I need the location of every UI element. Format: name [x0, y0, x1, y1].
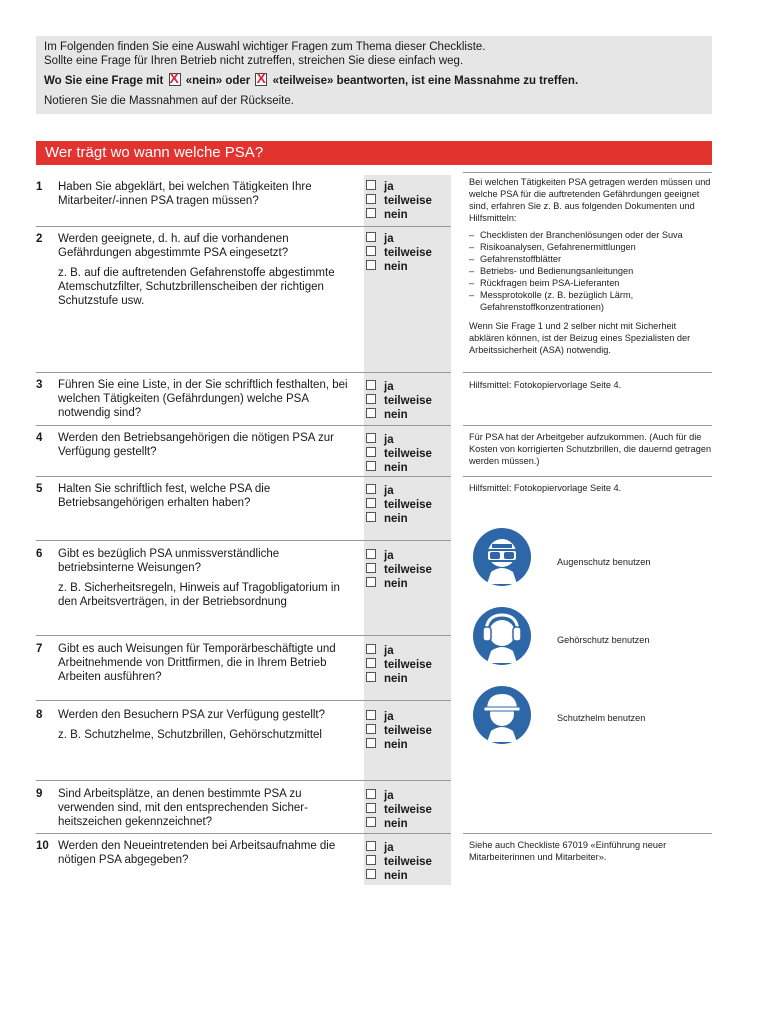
hint-intro: Bei welchen Tätigkeiten PSA getragen werden müssen und welche PSA für die auftretenden Gefährdungen geeignet sind, erfahren Sie z. B. aus folgenden Dokumenten und Hilfsmitteln: [469, 177, 711, 223]
option-teilweise[interactable]: teilweise [366, 803, 432, 817]
row-divider [36, 780, 451, 781]
list-item: – Checklisten der Branchenlösungen oder der Suva [469, 229, 712, 241]
option-nein[interactable]: nein [366, 512, 432, 526]
pictogram-label: Schutzhelm benutzen [557, 713, 646, 723]
right-divider [463, 172, 712, 173]
right-divider [463, 372, 712, 373]
question-text: Sind Arbeitsplätze, an denen bestimmte PSA zu verwenden sind, mit den entsprechenden Sicherheitszeichen gekennzeichnet? [58, 788, 308, 828]
hearing-protection-icon [473, 607, 531, 665]
question-text: Halten Sie schriftlich fest, welche PSA die Betriebsangehörigen erhalten haben? [58, 483, 271, 509]
question-text: Werden den Betriebsangehörigen die nötigen PSA zur Verfügung gestellt? [58, 432, 334, 458]
question-text: Werden den Besuchern PSA zur Verfügung gestellt? [58, 709, 326, 721]
list-item: – Gefahrenstoffblätter [469, 253, 712, 265]
checkbox[interactable] [366, 246, 376, 256]
checkbox[interactable] [366, 394, 376, 404]
row-divider [36, 372, 451, 373]
checkbox[interactable] [366, 803, 376, 813]
checkbox[interactable] [366, 724, 376, 734]
checkbox[interactable] [366, 433, 376, 443]
row-divider [36, 226, 451, 227]
checkbox[interactable] [366, 260, 376, 270]
hint-q10: Siehe auch Checkliste 67019 «Einführung neuer Mitarbeiterinnen und Mitarbeiter». [469, 840, 667, 862]
checkbox[interactable] [366, 817, 376, 827]
pictogram-label: Augenschutz benutzen [557, 557, 651, 567]
option-ja[interactable]: ja [366, 380, 432, 394]
checkbox[interactable] [366, 841, 376, 851]
row-divider [36, 476, 451, 477]
checkbox[interactable] [366, 408, 376, 418]
option-nein[interactable]: nein [366, 738, 432, 752]
row-divider [36, 833, 451, 834]
option-teilweise[interactable]: teilweise [366, 724, 432, 738]
option-nein[interactable]: nein [366, 461, 432, 475]
option-nein[interactable]: nein [366, 869, 432, 883]
answer-options [366, 433, 432, 475]
answer-options [366, 232, 432, 274]
option-ja[interactable]: ja [366, 232, 432, 246]
hard-hat-icon [473, 686, 531, 744]
answer-options [366, 180, 432, 222]
crossed-box-icon [169, 73, 181, 86]
hint-q1-q2 [469, 176, 712, 361]
row-divider [36, 700, 451, 701]
checkbox[interactable] [366, 563, 376, 573]
answer-options [366, 789, 432, 831]
checkbox[interactable] [366, 710, 376, 720]
answer-options [366, 484, 432, 526]
option-nein[interactable]: nein [366, 577, 432, 591]
question-text: Werden geeignete, d. h. auf die vorhandenen Gefährdungen abgestimmte PSA eingesetzt? [58, 233, 289, 259]
row-divider [36, 540, 451, 541]
section-title: Wer trägt wo wann welche PSA? [36, 141, 712, 165]
list-item: – Betriebs- und Bedienungsanleitungen [469, 265, 712, 277]
option-teilweise[interactable]: teilweise [366, 246, 432, 260]
question-text: Gibt es bezüglich PSA unmissverständliche betriebsinterne Weisungen? [58, 548, 280, 574]
option-ja[interactable]: ja [366, 644, 432, 658]
answer-options [366, 644, 432, 686]
checkbox[interactable] [366, 484, 376, 494]
question-text: Haben Sie abgeklärt, bei welchen Tätigkeiten Ihre Mitarbeiter/-innen PSA tragen müssen? [58, 181, 312, 207]
checkbox[interactable] [366, 789, 376, 799]
option-teilweise[interactable]: teilweise [366, 563, 432, 577]
row-divider [36, 425, 451, 426]
hint-q5: Hilfsmittel: Fotokopiervorlage Seite 4. [469, 483, 622, 493]
answer-options [366, 841, 432, 883]
list-item: – Risikoanalysen, Gefahrenermittlungen [469, 241, 712, 253]
checkbox[interactable] [366, 498, 376, 508]
checkbox[interactable] [366, 577, 376, 587]
answer-column [364, 175, 451, 885]
list-item: – Rückfragen beim PSA-Lieferanten [469, 277, 712, 289]
intro-line-2: Sollte eine Frage für Ihren Betrieb nicht zutreffen, streichen Sie diese einfach weg. [44, 55, 464, 67]
checkbox[interactable] [366, 672, 376, 682]
checkbox[interactable] [366, 512, 376, 522]
answer-options [366, 380, 432, 422]
checkbox[interactable] [366, 869, 376, 879]
option-nein[interactable]: nein [366, 672, 432, 686]
question-text: Gibt es auch Weisungen für Temporärbeschäftigte und Arbeitnehmende von Drittfirmen, die in Ihrem Betrieb Arbeiten ausführen? [58, 643, 336, 683]
question-example: z. B. Sicherheitsregeln, Hinweis auf Tragobligatorium in den Arbeitsverträgen, in der Betriebsordnung [58, 582, 340, 608]
option-ja[interactable]: ja [366, 789, 432, 803]
option-ja[interactable]: ja [366, 549, 432, 563]
right-divider [463, 425, 712, 426]
checkbox[interactable] [366, 549, 376, 559]
checkbox[interactable] [366, 447, 376, 457]
intro-instruction: Wo Sie eine Frage mit X «nein» oder X «teilweise» beantworten, ist eine Massnahme zu treffen. [44, 73, 704, 88]
option-teilweise[interactable]: teilweise [366, 658, 432, 672]
answer-options [366, 710, 432, 752]
checkbox[interactable] [366, 380, 376, 390]
option-teilweise[interactable]: teilweise [366, 394, 432, 408]
question-example: z. B. Schutzhelme, Schutzbrillen, Gehörschutzmittel [58, 729, 322, 741]
eye-protection-icon [473, 528, 531, 586]
right-divider [463, 476, 712, 477]
checkbox[interactable] [366, 232, 376, 242]
option-ja[interactable]: ja [366, 841, 432, 855]
question-example: z. B. auf die auftretenden Gefahrenstoffe abgestimmte Atemschutzfilter, Schutzbrillenscheiben der richtigen Schutzstufe usw. [58, 267, 335, 307]
question-text: Führen Sie eine Liste, in der Sie schriftlich festhalten, bei welchen Tätigkeiten (Gefährdungen) welche PSA notwendig sind? [58, 379, 348, 419]
option-nein[interactable]: nein [366, 408, 432, 422]
option-ja[interactable]: ja [366, 710, 432, 724]
intro-box [36, 36, 712, 114]
option-nein[interactable]: nein [366, 260, 432, 274]
list-item: – Messprotokolle (z. B. bezüglich Lärm, Gefahrenstoffkonzentrationen) [469, 289, 712, 313]
option-ja[interactable]: ja [366, 180, 432, 194]
row-divider [36, 635, 451, 636]
pictogram-label: Gehörschutz benutzen [557, 635, 650, 645]
intro-note: Notieren Sie die Massnahmen auf der Rückseite. [44, 95, 294, 107]
hint-note: Wenn Sie Frage 1 und 2 selber nicht mit Sicherheit abklären können, ist der Beizug eines Spezialisten der Arbeitssicherheit (ASA) notwendig. [469, 321, 691, 355]
answer-options [366, 549, 432, 591]
checkbox[interactable] [366, 738, 376, 748]
checkbox[interactable] [366, 644, 376, 654]
option-ja[interactable]: ja [366, 484, 432, 498]
hint-q3: Hilfsmittel: Fotokopiervorlage Seite 4. [469, 380, 622, 390]
option-teilweise[interactable]: teilweise [366, 855, 432, 869]
option-ja[interactable]: ja [366, 433, 432, 447]
document-list [469, 229, 712, 313]
intro-line-1: Im Folgenden finden Sie eine Auswahl wichtiger Fragen zum Thema dieser Checkliste. [44, 41, 486, 53]
checkbox[interactable] [366, 208, 376, 218]
option-teilweise[interactable]: teilweise [366, 447, 432, 461]
option-nein[interactable]: nein [366, 817, 432, 831]
right-divider [463, 833, 712, 834]
checkbox[interactable] [366, 180, 376, 190]
hint-q4: Für PSA hat der Arbeitgeber aufzukommen. (Auch für die Kosten von korrigierten Schutzbrillen, die dauernd getragen werden müssen.) [469, 432, 712, 466]
checkbox[interactable] [366, 658, 376, 668]
crossed-box-icon [255, 73, 267, 86]
question-text: Werden den Neueintretenden bei Arbeitsaufnahme die nötigen PSA abgegeben? [58, 840, 336, 866]
option-nein[interactable]: nein [366, 208, 432, 222]
checkbox[interactable] [366, 461, 376, 471]
option-teilweise[interactable]: teilweise [366, 194, 432, 208]
option-teilweise[interactable]: teilweise [366, 498, 432, 512]
checkbox[interactable] [366, 855, 376, 865]
checkbox[interactable] [366, 194, 376, 204]
